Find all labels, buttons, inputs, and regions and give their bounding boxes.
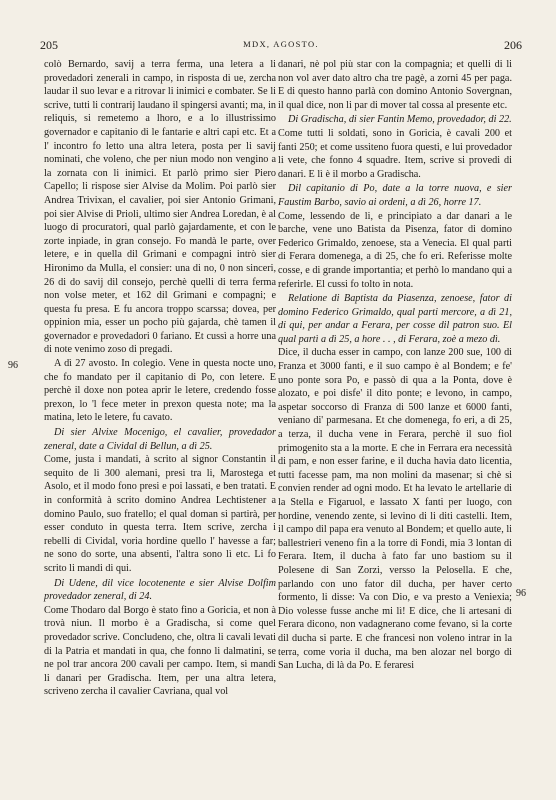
paragraph: colò Bernardo, savij a terra ferma, una letera a li provedadori zenerali in campo, in risposta di ue, zercha laudar il suo levar e a ritrovar li inimici e combater. Se li scrive, tutti li contrarij laudano il spingersi avanti; ma, in reliquis, si remetemo a lhoro, e a lo illustrissimo governador e capitanio di le fantarie e altri capi etc. Et a l' incontro fo letto una altra letera, posta per li savij nominati, che voleno, che per niun modo non vengino a la zornata con li inimici. Et parlò primo sier Piero Capello; li rispose sier Alvise da Molim. Poi parlò sier Andrea Trivixan, el cavalier, poi sier Antonio Grimani, poi sier Alvise di Prioli, ultimo sier Andrea Loredan, è al luogo di procuratori, qual parlò gajardamente, et con le zorte inpiade, in gran consejo. Fo mandà le parte, over letere, e in quella dil Grimani e compagni intrò sier Hironimo da Mulla, el consier: una di no, 0 non sinceri, 26 di do savij dil consejo, perchè quelli di terra ferma non volse meter, et 162 dil Grimani e compagni; e questa fu presa. E fu ancora troppo scarssa; dovea, per oppinion mia, esser un pocho più gajarda, chè tamen il governador e provedadori 0 fariano. Et cussì a horre una di note venimo zoso di pregadi. bbox=[44, 59, 276, 356]
paragraph: danari, nè pol più star con la compagnia; et quelli di li non vol aver dato altro cha tre pagè, a zorni 45 per paga. E di questo hanno parlà con domino Antonio Sovergnan, il qual dice, non li par di mover tal cossa al presente etc. bbox=[278, 59, 512, 111]
page-number-left: 205 bbox=[40, 38, 58, 52]
margin-number-left: 96 bbox=[8, 360, 18, 371]
section-heading: Di Udene, dil vice locotenente e sier Alvise Dolfim provedador zeneral, di 24. bbox=[44, 577, 276, 603]
paragraph: Dice, il ducha esser in campo, con lanze 200 sue, 100 di Franza et 3000 fanti, e il suo campo è al Bondem; e fe' uno ponte sora Po, e passò di qua a la Ponta, dove è alozato, e poi disfe' il dito ponte; e levono, in campo, aspetar soccorso di Franza di 500 lanze et 6000 fanti, veniano di' parmesana. Et che domenega, fo eri, a dì 25, a terza, il ducha vene in Ferara, perchè il suo fiol primogenito sta a la morte. E che in Ferrara era necessità di pam, e non esser farine, e il ducha havia dato licentia, tutti facesse pam, ma non molini da masenar; si chè si convien render ad ogni modo. Et ha levato le artellarie di la Stella e Figaruol, e lassato X fanti per luogo, con hordine, venendo zente, si levino di li diti castelli. Item, il campo dil papa era venuto al Bondem; et quello aute, li ballestrieri veneno fin a la torre di Fondi, mia 3 lontan di Ferara. Item, il ducha à fato far uno bastiom su il Polesene di San Zorzi, versso la Pelosella. E che, parlando con uno fator dil ducha, per haver certo formento, li disse: Va con Dio, e va presto a Veniexia; Dio volesse fusse anche mi lì! E dice, che li artesani di Ferara dicono, non vadagnerano come fevano, si la corte dil ducha si parte. E che francesi non voleno intrar in la terra, come voria il ducha, ma ben alozar nel borgo di San Lucha, di là da Po. E feraresi bbox=[278, 347, 512, 672]
section-heading: Di Gradischa, di sier Fantin Memo, provedador, di 22. bbox=[288, 114, 512, 126]
section-heading: Di sier Alvixe Mocenigo, el cavalier, provedador zeneral, date a Cividal di Bellun, a dì 25. bbox=[44, 427, 276, 452]
right-column bbox=[278, 58, 512, 673]
left-column bbox=[44, 58, 276, 699]
section-heading: Dil capitanio di Po, date a la torre nuova, e sier Faustim Barbo, savio ai ordeni, a dì 26, horre 17. bbox=[278, 183, 512, 208]
paragraph: Come tutti li soldati, sono in Goricia, è cavali 200 et fanti 250; et come ussiteno fuora questi, e lui provedador li vete, che fonno 4 squadre. Item, scrive si provedi di danari. E lì è il morbo a Gradischa. bbox=[278, 127, 512, 180]
section-heading: Relatione di Baptista da Piasenza, zenoese, fator di domino Federico Grimaldo, qual parti mercore, a dì 21, di qui, per andar a Ferara, per cosse dil patron suo. El qual partì a dì 25, a hore . . , di Ferara, zoè a mezo dì. bbox=[278, 293, 512, 345]
running-title: MDX, AGOSTO. bbox=[243, 39, 319, 49]
paragraph: Come, lessendo de li, e principiato a dar danari a le barche, vene uno Batista da Pisenza, fator di domino Federico Grimaldo, zenoese, sta a Venecia. El qual parti di Ferara domenega, a dì 25, che fo eri. Referisse molte cosse, e di grande importantia; et perhò lo mandano qui a referirle. El cussi fo tolto in nota. bbox=[278, 210, 512, 290]
page-header bbox=[40, 38, 522, 54]
margin-number-right: 96 bbox=[516, 588, 526, 599]
page-number-right: 206 bbox=[504, 38, 522, 52]
paragraph: A dì 27 avosto. In colegio. Vene in questa nocte uno, che fo mandato per il capitanio di Po, con letere. E perchè il doxe non potea aprir le letere, credendo fosse prexon, lo 'l fece meter in prexon questa note; ma la matina, leto le letere, fu cavato. bbox=[44, 358, 276, 424]
paragraph: Come, justa i mandati, à scrito al signor Constantin il sequito de li 300 alemani, presi tra li, Marostega et Asolo, et il modo fono presi e poi lassati, e ben tratati. E in conformità à scrito domino Andrea Lechtistener a domino Paulo, suo fratello; el qual doman si partirà, per esser conduto in questa terra. Item scrive, zercha i rebelli di Cividal, voria hordine quello l' havesse a far; ne sono do sorte, una absenti, l'altra sono lì etc. Li fo scrito li mandi di qui. bbox=[44, 454, 276, 574]
paragraph: Come Thodaro dal Borgo è stato fino a Goricia, et non à trovà niun. Il morbo è a Gradischa, si come quel provedador scrive. Concludeno, che, oltra li cavali levati di la Patria et mandati in qua, che fonno li dalmatini, se ne pol trar ancora 200 cavali per campo. Item, si mandi li danari per Gradischa. Item, per una altra letera, scriveno zercha il cavalier Cavriana, qual vol bbox=[44, 604, 276, 698]
